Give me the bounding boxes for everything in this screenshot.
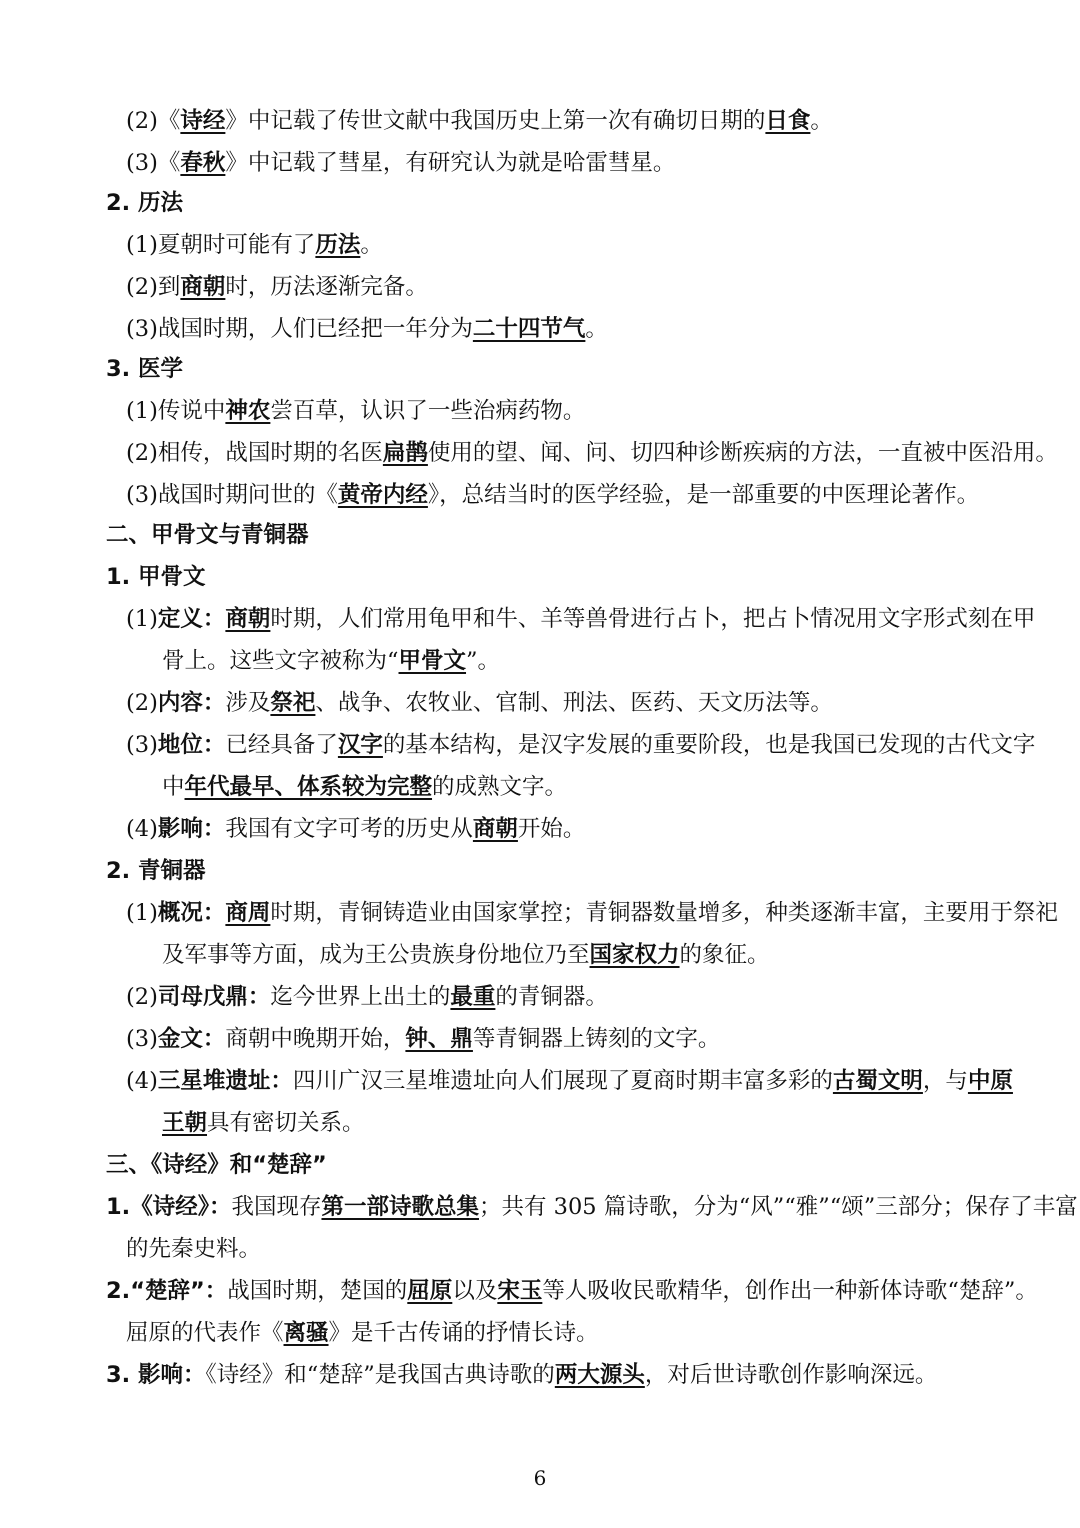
text-segment: 等人吸收民歌精华，创作出一种新体诗歌“楚辞”。 — [542, 1278, 1038, 1304]
bold-heading: 金文： — [157, 1026, 226, 1052]
text-line — [0, 728, 1080, 762]
text-segment: 》中记载了彗星，有研究认为就是哈雷彗星。 — [225, 150, 676, 176]
bold-heading: 概况： — [157, 900, 226, 926]
text-segment: ，与 — [922, 1068, 968, 1094]
text-line — [0, 980, 1080, 1014]
bold-heading: 3. 医学 — [106, 356, 184, 382]
key-term: 商周 — [225, 900, 271, 926]
text-segment: ，对后世诗歌创作影响深远。 — [644, 1362, 938, 1388]
text-segment: 》是千古传诵的抒情长诗。 — [328, 1320, 599, 1346]
text-segment: 开始。 — [517, 816, 586, 842]
bold-heading: 三星堆遗址： — [157, 1068, 293, 1094]
key-term: 商朝 — [180, 274, 226, 300]
text-segment: (1)夏朝时可能有了 — [126, 232, 316, 258]
text-line — [0, 854, 1080, 888]
text-segment: 我国有文字可考的历史从 — [225, 816, 473, 842]
text-segment: 、战争、农牧业、官制、刑法、医药、天文历法等。 — [315, 690, 833, 716]
text-segment: (4) — [126, 816, 158, 842]
text-segment: (1)传说中 — [126, 398, 226, 424]
text-line — [0, 186, 1080, 220]
text-line — [0, 478, 1080, 512]
text-segment: 四川广汉三星堆遗址向人们展现了夏商时期丰富多彩的 — [292, 1068, 833, 1094]
text-segment: 的成熟文字。 — [432, 774, 568, 800]
key-term: 日食 — [765, 108, 811, 134]
text-segment: 的基本结构，是汉字发展的重要阶段，也是我国已发现的古代文字 — [382, 732, 1036, 758]
text-line — [0, 938, 1080, 972]
bold-heading: 3. 影响： — [106, 1362, 206, 1388]
text-segment: (1) — [126, 900, 158, 926]
bold-heading: 影响： — [157, 816, 226, 842]
text-segment: 尝百草，认识了一些治病药物。 — [270, 398, 586, 424]
text-segment: 时期，青铜铸造业由国家掌控；青铜器数量增多，种类逐渐丰富，主要用于祭祀 — [270, 900, 1058, 926]
text-segment: 及军事等方面，成为王公贵族身份地位乃至 — [162, 942, 590, 968]
text-segment: (3)《 — [126, 150, 181, 176]
key-term: 国家权力 — [589, 942, 680, 968]
text-line — [0, 686, 1080, 720]
text-segment: 骨上。这些文字被称为“ — [162, 648, 399, 674]
key-term: 王朝 — [162, 1110, 208, 1136]
text-segment: 的象征。 — [679, 942, 770, 968]
text-segment: (4) — [126, 1068, 158, 1094]
text-line — [0, 1190, 1080, 1224]
text-line — [0, 1106, 1080, 1140]
key-term: 两大源头 — [554, 1362, 645, 1388]
text-line — [0, 812, 1080, 846]
text-segment: (2)相传，战国时期的名医 — [126, 440, 383, 466]
bold-heading: 1.《诗经》： — [106, 1194, 232, 1220]
text-segment: 使用的望、闻、问、切四种诊断疾病的方法，一直被中医沿用。 — [427, 440, 1058, 466]
key-term: 年代最早、体系较为完整 — [184, 774, 433, 800]
text-segment: 。 — [585, 316, 608, 342]
text-segment: 中 — [162, 774, 185, 800]
text-line — [0, 104, 1080, 138]
text-segment: 时，历法逐渐完备。 — [225, 274, 428, 300]
key-term: 扁鹊 — [382, 440, 428, 466]
text-segment: 迄今世界上出土的 — [270, 984, 451, 1010]
bold-heading: 2. 青铜器 — [106, 858, 206, 884]
text-segment: 具有密切关系。 — [207, 1110, 365, 1136]
text-line — [0, 436, 1080, 470]
text-segment: 。 — [810, 108, 833, 134]
key-term: 二十四节气 — [472, 316, 586, 342]
text-segment: 等青铜器上铸刻的文字。 — [472, 1026, 721, 1052]
text-line — [0, 770, 1080, 804]
bold-heading: 司母戊鼎： — [157, 984, 271, 1010]
key-term: 最重 — [450, 984, 496, 1010]
text-segment: 》中记载了传世文献中我国历史上第一次有确切日期的 — [225, 108, 766, 134]
bold-heading: 定义： — [157, 606, 226, 632]
text-segment: 已经具备了 — [225, 732, 338, 758]
key-term: 古蜀文明 — [832, 1068, 923, 1094]
text-line — [0, 312, 1080, 346]
text-segment: (2)《 — [126, 108, 181, 134]
page-number: 6 — [533, 1466, 547, 1490]
bold-heading: 内容： — [157, 690, 226, 716]
key-term: 诗经 — [180, 108, 226, 134]
text-line — [0, 1064, 1080, 1098]
text-segment: 涉及 — [225, 690, 271, 716]
key-term: 钟、鼎 — [405, 1026, 473, 1052]
text-segment: 的先秦史料。 — [126, 1236, 262, 1262]
text-segment: 战国时期，楚国的 — [227, 1278, 408, 1304]
text-segment: 的青铜器。 — [495, 984, 608, 1010]
text-segment: 商朝中晚期开始， — [225, 1026, 406, 1052]
text-segment: 我国现存 — [231, 1194, 322, 1220]
key-term: 离骚 — [283, 1320, 329, 1346]
key-term: 历法 — [315, 232, 361, 258]
text-line — [0, 1316, 1080, 1350]
key-term: 神农 — [225, 398, 271, 424]
text-segment: 以及 — [452, 1278, 498, 1304]
key-term: 中原 — [967, 1068, 1013, 1094]
text-line — [0, 1022, 1080, 1056]
key-term: 商朝 — [472, 816, 518, 842]
text-segment: (3)战国时期问世的《 — [126, 482, 338, 508]
bold-heading: 二、甲骨文与青铜器 — [106, 522, 309, 548]
text-segment: (3) — [126, 1026, 158, 1052]
bold-heading: 地位： — [157, 732, 226, 758]
text-segment: (2) — [126, 690, 158, 716]
bold-heading: 2.“楚辞”： — [106, 1278, 228, 1304]
text-segment: (2)到 — [126, 274, 181, 300]
text-line — [0, 228, 1080, 262]
bold-heading: 2. 历法 — [106, 190, 184, 216]
text-line — [0, 1274, 1080, 1308]
text-line — [0, 560, 1080, 594]
text-segment: 》，总结当时的医学经验，是一部重要的中医理论著作。 — [427, 482, 980, 508]
text-segment: 《诗经》和“楚辞”是我国古典诗歌的 — [205, 1362, 555, 1388]
key-term: 黄帝内经 — [337, 482, 428, 508]
text-segment: (1) — [126, 606, 158, 632]
text-segment: (3) — [126, 732, 158, 758]
text-line — [0, 518, 1080, 552]
text-segment: (2) — [126, 984, 158, 1010]
key-term: 甲骨文 — [398, 648, 467, 674]
text-line — [0, 896, 1080, 930]
text-line — [0, 146, 1080, 180]
key-term: 商朝 — [225, 606, 271, 632]
text-line — [0, 270, 1080, 304]
key-term: 春秋 — [180, 150, 226, 176]
text-segment: 时期，人们常用龟甲和牛、羊等兽骨进行占卜，把占卜情况用文字形式刻在甲 — [270, 606, 1036, 632]
text-segment: ”。 — [466, 648, 501, 674]
key-term: 第一部诗歌总集 — [321, 1194, 479, 1220]
text-line — [0, 602, 1080, 636]
text-line — [0, 1232, 1080, 1266]
text-segment: ；共有 305 篇诗歌，分为“风”“雅”“颂”三部分；保存了丰富 — [478, 1194, 1078, 1220]
text-line — [0, 1358, 1080, 1392]
text-line — [0, 352, 1080, 386]
key-term: 屈原 — [407, 1278, 453, 1304]
text-segment: 。 — [360, 232, 383, 258]
text-line — [0, 1148, 1080, 1182]
text-segment: (3)战国时期，人们已经把一年分为 — [126, 316, 473, 342]
bold-heading: 1. 甲骨文 — [106, 564, 206, 590]
bold-heading: 三、《诗经》和“楚辞” — [106, 1152, 327, 1178]
key-term: 祭祀 — [270, 690, 316, 716]
text-line — [0, 644, 1080, 678]
text-line — [0, 394, 1080, 428]
text-segment: 屈原的代表作《 — [126, 1320, 284, 1346]
key-term: 宋玉 — [497, 1278, 543, 1304]
key-term: 汉字 — [337, 732, 383, 758]
